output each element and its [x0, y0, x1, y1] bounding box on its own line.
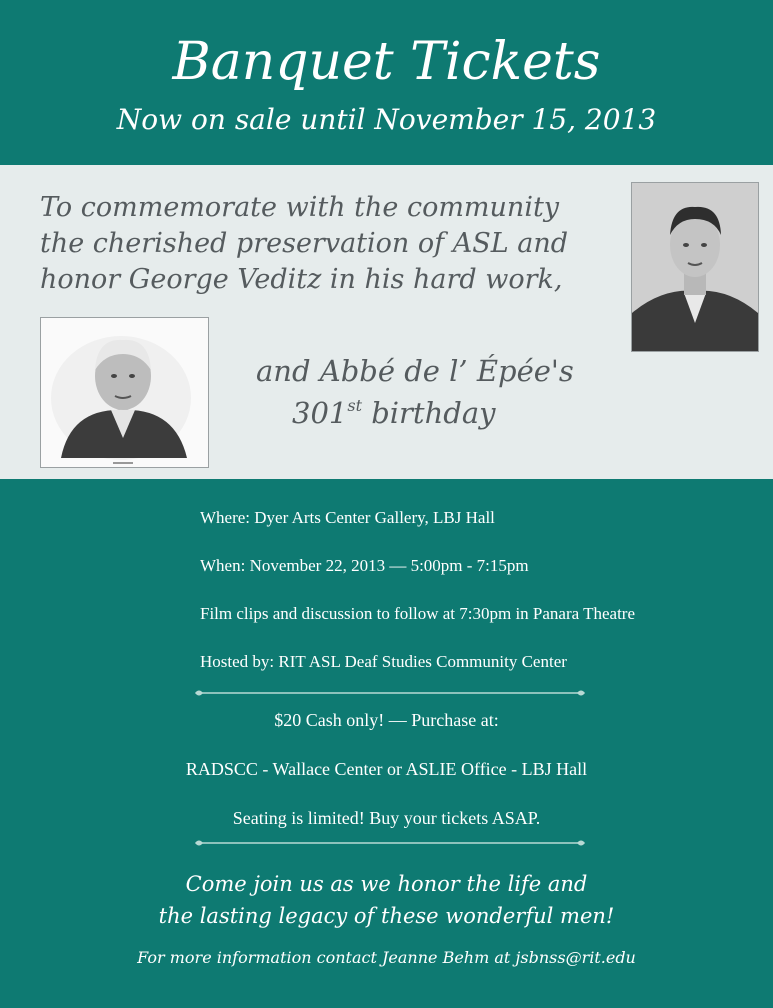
closing-line: Come join us as we honor the life and [185, 872, 588, 896]
page-subtitle: Now on sale until November 15, 2013 [116, 103, 657, 136]
birthday-text [240, 350, 580, 434]
veditz-portrait [631, 182, 759, 352]
purchase-price: $20 Cash only! — Purchase at: [274, 710, 499, 730]
birthday-word: birthday [371, 396, 496, 430]
page-title: Banquet Tickets [172, 32, 601, 92]
purchase-locations: RADSCC - Wallace Center or ASLIE Office - LBJ Hall [185, 759, 588, 779]
birthday-count-line [240, 392, 580, 434]
birthday-number: 301 [292, 396, 348, 430]
intro-line: the cherished preservation of ASL and [40, 228, 569, 259]
epee-portrait [40, 317, 209, 468]
intro-line: honor George Veditz in his hard work, [40, 264, 563, 295]
intro-line: To commemorate with the community [40, 192, 560, 223]
birthday-suffix: st [347, 396, 362, 415]
detail-film: Film clips and discussion to follow at 7:30pm in Panara Theatre [200, 604, 636, 623]
header-banner [0, 0, 773, 165]
ornament-divider [195, 688, 585, 698]
ornament-divider [195, 838, 585, 848]
intro-text [40, 190, 600, 298]
detail-hosted: Hosted by: RIT ASL Deaf Studies Community Center [200, 652, 567, 671]
seating-notice: Seating is limited! Buy your tickets ASAP. [232, 808, 541, 828]
contact-info: For more information contact Jeanne Behm at jsbnss@rit.edu [137, 948, 636, 967]
detail-when: When: November 22, 2013 — 5:00pm - 7:15pm [200, 556, 529, 575]
detail-where: Where: Dyer Arts Center Gallery, LBJ Hall [200, 508, 495, 527]
closing-message [0, 868, 773, 932]
birthday-line: and Abbé de l’ Épée's [256, 354, 574, 388]
closing-line: the lasting legacy of these wonderful men! [158, 904, 615, 928]
